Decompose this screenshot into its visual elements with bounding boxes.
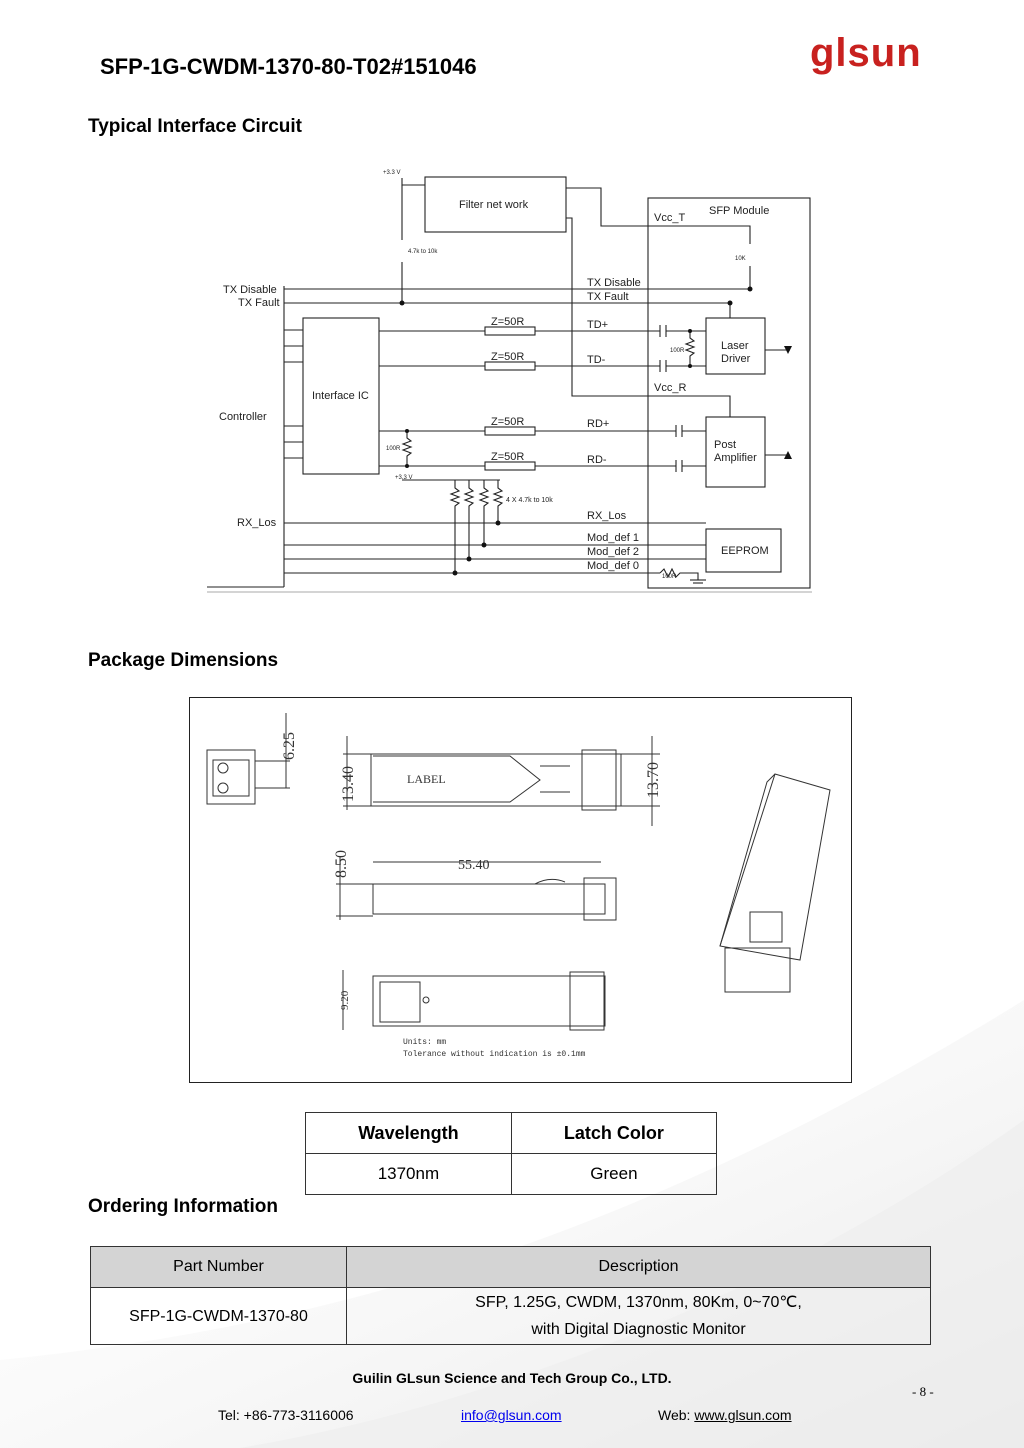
label-interface-ic: Interface IC bbox=[312, 390, 369, 402]
description-line-2: with Digital Diagnostic Monitor bbox=[531, 1321, 746, 1338]
package-heading: Package Dimensions bbox=[88, 650, 279, 671]
label-r100-mod: 100R bbox=[662, 574, 677, 580]
label-filter: Filter net work bbox=[459, 199, 529, 211]
label-laser2: Driver bbox=[721, 353, 751, 365]
label-vcc-r: Vcc_R bbox=[654, 382, 687, 394]
header-wavelength: Wavelength bbox=[306, 1113, 512, 1154]
footer-web-link[interactable]: www.glsun.com bbox=[694, 1407, 792, 1423]
label-v33-bot: +3.3 V bbox=[395, 475, 413, 481]
dim-920: 9.20 bbox=[339, 990, 351, 1010]
label-r100-tx: 100R bbox=[670, 348, 685, 354]
description-line-1: SFP, 1.25G, CWDM, 1370nm, 80Km, 0~70℃, bbox=[475, 1294, 802, 1311]
cell-part-number: SFP-1G-CWDM-1370-80 bbox=[91, 1288, 347, 1345]
label-pullup: 4.7k to 10k bbox=[408, 249, 438, 255]
label-tx-fault-left: TX Fault bbox=[238, 297, 280, 309]
label-post1: Post bbox=[714, 439, 737, 451]
footer-tel: Tel: +86-773-3116006 bbox=[218, 1407, 354, 1423]
label-v33-top: +3.3 V bbox=[383, 170, 401, 176]
package-drawing bbox=[190, 698, 851, 1082]
label-z4: Z=50R bbox=[491, 451, 525, 463]
header-latch-color: Latch Color bbox=[511, 1113, 716, 1154]
ordering-heading: Ordering Information bbox=[88, 1196, 278, 1217]
label-pullup4: 4 X 4.7k to 10k bbox=[506, 497, 553, 504]
label-mod2: Mod_def 2 bbox=[587, 546, 639, 558]
header-description: Description bbox=[347, 1247, 931, 1288]
label-text: LABEL bbox=[407, 772, 446, 786]
package-dimensions-figure bbox=[189, 697, 852, 1083]
cell-latch-color: Green bbox=[511, 1154, 716, 1195]
ordering-table bbox=[90, 1246, 931, 1345]
tolerance-note: Tolerance without indication is ±0.1mm bbox=[403, 1050, 586, 1059]
label-r100-rx: 100R bbox=[386, 446, 401, 452]
footer-company: Guilin GLsun Science and Tech Group Co., LTD. bbox=[352, 1370, 672, 1386]
footer-web bbox=[658, 1407, 792, 1423]
label-z3: Z=50R bbox=[491, 416, 525, 428]
label-rdm: RD- bbox=[587, 454, 607, 466]
dim-5540: 55.40 bbox=[458, 858, 490, 873]
label-controller: Controller bbox=[219, 411, 267, 423]
label-z1: Z=50R bbox=[491, 316, 525, 328]
interface-circuit-diagram bbox=[205, 165, 817, 597]
label-sfp-module: SFP Module bbox=[709, 205, 770, 217]
label-z2: Z=50R bbox=[491, 351, 525, 363]
page-number: - 8 - bbox=[912, 1384, 934, 1399]
footer-email-link[interactable]: info@glsun.com bbox=[461, 1407, 562, 1423]
document-title: SFP-1G-CWDM-1370-80-T02#151046 bbox=[100, 54, 477, 79]
header-part-number: Part Number bbox=[91, 1247, 347, 1288]
label-laser1: Laser bbox=[721, 340, 749, 352]
label-tdp: TD+ bbox=[587, 319, 609, 331]
label-tx-fault-right: TX Fault bbox=[587, 291, 629, 303]
dim-850: 8.50 bbox=[333, 850, 350, 878]
svg-text:glsun: glsun bbox=[810, 31, 922, 75]
footer-web-label: Web: bbox=[658, 1407, 695, 1423]
dim-1370: 13.70 bbox=[645, 762, 662, 798]
dim-1340: 13.40 bbox=[340, 766, 357, 802]
interface-heading: Typical Interface Circuit bbox=[88, 116, 302, 137]
label-tx-disable-right: TX Disable bbox=[587, 277, 641, 289]
label-eeprom: EEPROM bbox=[721, 545, 769, 557]
label-vcc-t: Vcc_T bbox=[654, 212, 686, 224]
label-r10k: 10K bbox=[735, 256, 746, 262]
label-mod1: Mod_def 1 bbox=[587, 532, 639, 544]
label-tdm: TD- bbox=[587, 354, 606, 366]
label-tx-disable-left: TX Disable bbox=[223, 284, 277, 296]
cell-description bbox=[347, 1288, 931, 1345]
label-rdp: RD+ bbox=[587, 418, 610, 430]
units-note: Units: mm bbox=[403, 1038, 447, 1047]
cell-wavelength: 1370nm bbox=[306, 1154, 512, 1195]
wavelength-table bbox=[305, 1112, 717, 1195]
label-mod0: Mod_def 0 bbox=[587, 560, 639, 572]
label-post2: Amplifier bbox=[714, 452, 757, 464]
label-rx-los-left: RX_Los bbox=[237, 517, 277, 529]
glsun-logo bbox=[808, 30, 938, 82]
label-rx-los-right: RX_Los bbox=[587, 510, 627, 522]
dim-625: 6.25 bbox=[281, 732, 298, 760]
